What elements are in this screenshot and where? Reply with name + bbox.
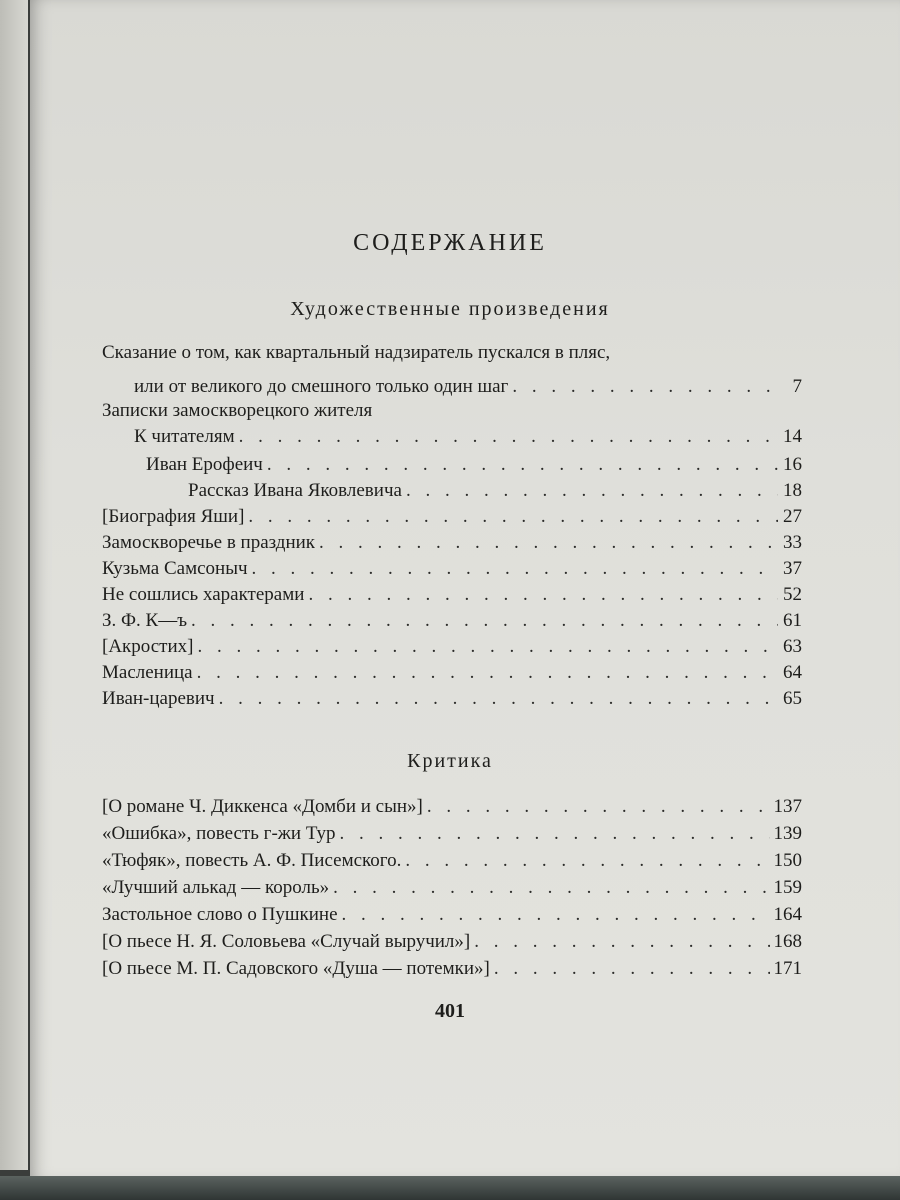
section-heading-fiction: Художественные произведения [290,298,610,320]
leader-dots [406,478,778,504]
leader-dots [333,875,769,901]
toc-entry-page: 18 [783,480,802,501]
leader-dots [248,504,778,530]
toc-entry-title: Записки замоскворецкого жителя [102,400,373,421]
toc-entry-page: 164 [773,904,802,925]
toc-entry-page: 33 [783,532,802,553]
leader-dots [474,929,769,955]
facing-page-edge [0,0,28,1170]
leader-dots [512,374,778,400]
toc-entry-title: Замоскворечье в праздник [102,532,316,553]
toc-entry-title: Не сошлись характерами [102,584,305,605]
toc-entry-title: Кузьма Самсоныч [102,558,248,579]
toc-entry [102,794,802,820]
toc-entry [102,634,802,660]
toc-entry-title: [О пьесе Н. Я. Соловьева «Случай выручил»] [102,931,471,952]
toc-entry-page: 27 [783,506,802,527]
section-heading-criticism: Критика [407,750,493,772]
toc-entry [102,875,802,901]
toc-entry-page: 52 [783,584,802,605]
leader-dots [319,530,778,556]
toc-entry-page: 61 [783,610,802,631]
toc-entry-page: 63 [783,636,802,657]
toc-entry [188,478,802,504]
toc-entry-page: 168 [773,931,802,952]
toc-entry [102,582,802,608]
toc-entry-title: или от великого до смешного только один шаг [134,376,509,397]
toc-entry-title: З. Ф. К—ъ [102,610,188,631]
toc-entry-page: 64 [783,662,802,683]
toc-entry-title: Рассказ Ивана Яковлевича [188,480,402,501]
toc-entry-line1: Сказание о том, как квартальный надзиратель пускался в пляс, [102,342,611,363]
toc-entry [102,902,802,928]
toc-entry [102,929,802,955]
toc-entry [146,452,802,478]
leader-dots [494,956,770,982]
leader-dots [427,794,770,820]
toc-entry-title: Иван Ерофеич [146,454,263,475]
toc-entry-page: 159 [773,877,802,898]
leader-dots [219,686,778,712]
toc-entry [102,660,802,686]
toc-entry-title: «Тюфяк», повесть А. Ф. Писемского. [102,850,402,871]
toc-entry-title: К читателям [134,426,235,447]
leader-dots [197,660,778,686]
toc-entry-page: 37 [783,558,802,579]
toc-entry-page: 137 [773,796,802,817]
toc-entry [102,956,802,982]
leader-dots [405,848,769,874]
toc-entry-page: 139 [773,823,802,844]
toc-entry-title: [О романе Ч. Диккенса «Домби и сын»] [102,796,423,817]
toc-entry-title: Иван-царевич [102,688,215,709]
toc-entry-page: 150 [773,850,802,871]
toc-entry-page: 171 [773,958,802,979]
toc-entry [102,821,802,847]
toc-entry-page: 14 [783,426,802,447]
toc-entry-title: [Акростих] [102,636,194,657]
toc-entry [134,424,802,450]
toc-entry-title: «Лучший алькад — король» [102,877,330,898]
toc-entry [102,686,802,712]
toc-entry-title: [Биография Яши] [102,506,245,527]
toc-entry-page: 7 [792,376,802,397]
leader-dots [267,452,778,478]
toc-entry [102,848,802,874]
leader-dots [191,608,778,634]
page-title: СОДЕРЖАНИЕ [353,230,547,256]
leader-dots [197,634,778,660]
toc-entry [134,374,802,400]
toc-entry-title: [О пьесе М. П. Садовского «Душа — потемки»] [102,958,490,979]
toc-entry [102,530,802,556]
toc-entry [102,504,802,530]
leader-dots [308,582,778,608]
toc-entry-title: Масленица [102,662,193,683]
toc-entry-page: 65 [783,688,802,709]
leader-dots [339,821,769,847]
toc-entry-title: «Ошибка», повесть г-жи Тур [102,823,336,844]
toc-entry [102,608,802,634]
toc-entry [102,556,802,582]
toc-entry-page: 16 [783,454,802,475]
leader-dots [252,556,778,582]
page-number: 401 [435,1000,465,1022]
book-cover-edge [0,1176,900,1200]
leader-dots [239,424,778,450]
toc-entry-title: Застольное слово о Пушкине [102,904,338,925]
leader-dots [342,902,770,928]
